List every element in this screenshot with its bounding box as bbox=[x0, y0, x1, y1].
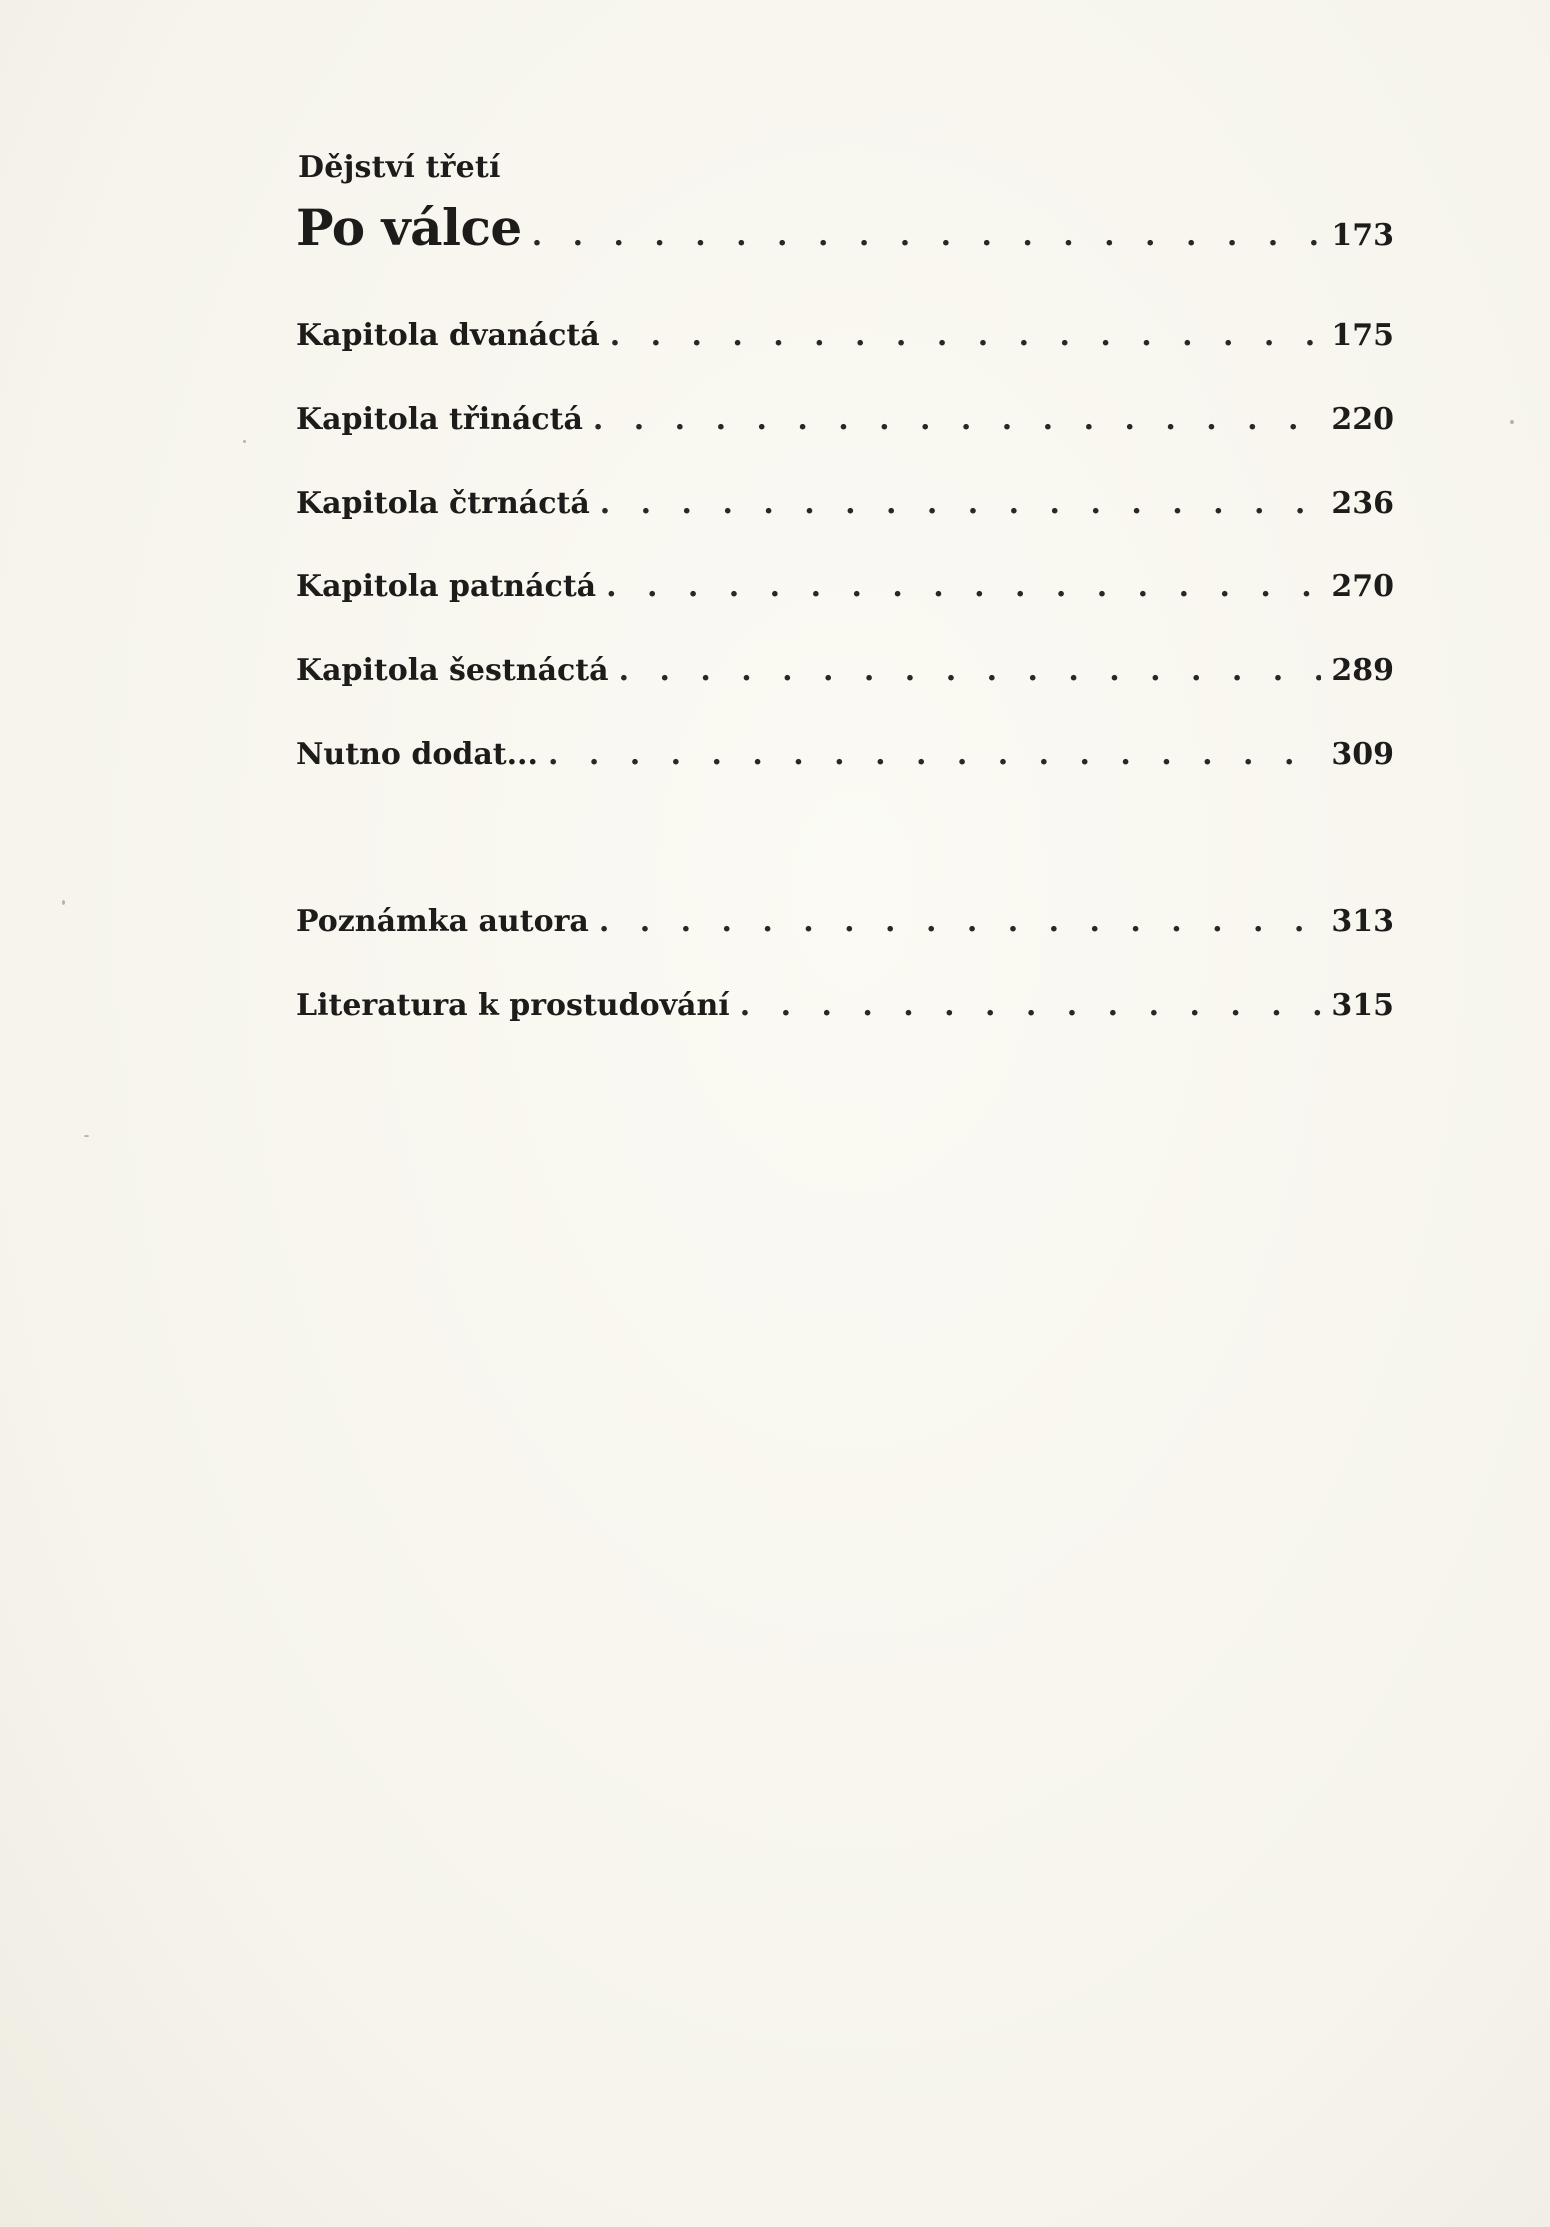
page-number: 313 bbox=[1331, 904, 1394, 939]
chapter-title: Kapitola čtrnáctá bbox=[296, 486, 590, 521]
page-number: 309 bbox=[1331, 737, 1394, 772]
chapter-title: Kapitola šestnáctá bbox=[296, 653, 609, 688]
chapter-title: Nutno dodat... bbox=[296, 737, 538, 772]
page-number: 175 bbox=[1331, 318, 1394, 353]
toc-entry bbox=[296, 486, 1394, 521]
paper-speck bbox=[243, 440, 246, 443]
dot-leader bbox=[740, 988, 1322, 1023]
dot-leader bbox=[610, 318, 1322, 353]
toc-entry bbox=[296, 569, 1394, 604]
page-number: 270 bbox=[1331, 569, 1394, 604]
page-number: 315 bbox=[1331, 988, 1394, 1023]
toc-entry bbox=[296, 318, 1394, 353]
toc-entry-part bbox=[296, 198, 1394, 257]
dot-leader bbox=[532, 218, 1322, 253]
toc-entry bbox=[296, 653, 1394, 688]
paper-speck bbox=[1510, 420, 1514, 424]
toc-entry-appendix bbox=[296, 988, 1394, 1023]
dot-leader bbox=[606, 569, 1321, 604]
appendix-title: Poznámka autora bbox=[296, 904, 589, 939]
toc-entry-appendix bbox=[296, 904, 1394, 939]
toc-entry bbox=[296, 737, 1394, 772]
toc-entry bbox=[296, 402, 1394, 437]
chapter-title: Kapitola patnáctá bbox=[296, 569, 597, 604]
chapter-title: Kapitola dvanáctá bbox=[296, 318, 600, 353]
page-number: 173 bbox=[1331, 218, 1394, 253]
page-number: 289 bbox=[1331, 653, 1394, 688]
page-number: 236 bbox=[1331, 486, 1394, 521]
dot-leader bbox=[593, 402, 1321, 437]
dot-leader bbox=[599, 904, 1322, 939]
dot-leader bbox=[548, 737, 1321, 772]
page-number: 220 bbox=[1331, 402, 1394, 437]
act-heading: Dějství třetí bbox=[298, 150, 501, 185]
dot-leader bbox=[619, 653, 1322, 688]
paper-speck bbox=[84, 1135, 89, 1137]
appendix-title: Literatura k prostudování bbox=[296, 988, 730, 1023]
dot-leader bbox=[600, 486, 1322, 521]
chapter-title: Kapitola třináctá bbox=[296, 402, 583, 437]
paper-speck bbox=[62, 900, 65, 905]
part-title: Po válce bbox=[296, 198, 522, 257]
